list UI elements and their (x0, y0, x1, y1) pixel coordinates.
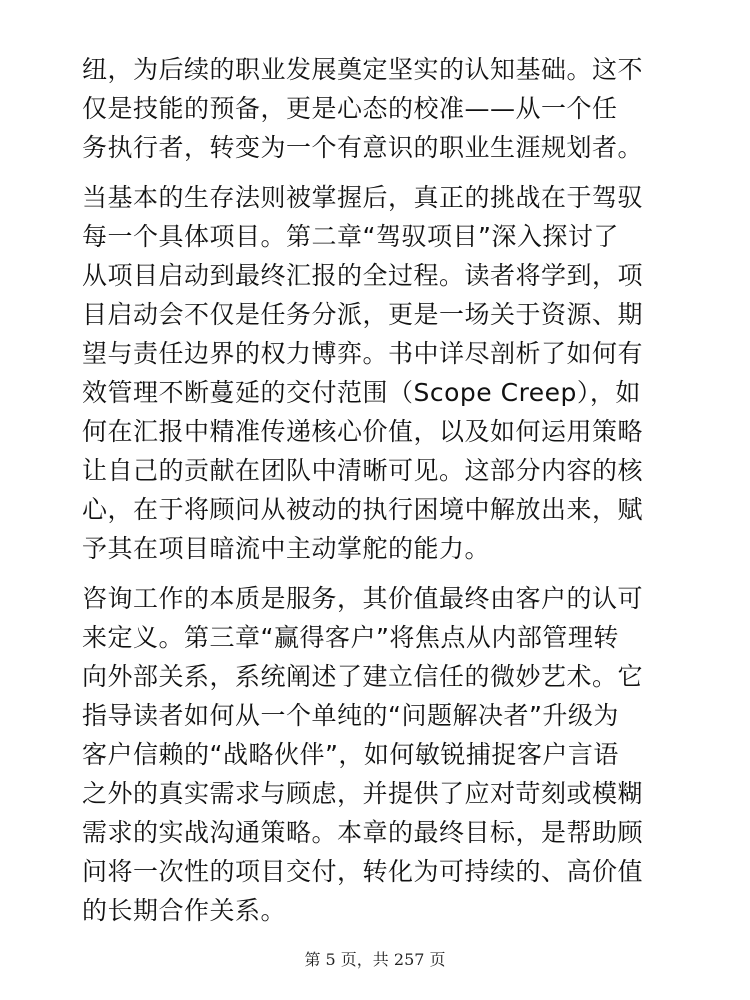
text-line: 每一个具体项目。第二章“驾驭项目”深入探讨了 (82, 222, 619, 251)
text-line: 望与责任边界的权力博弈。书中详尽剖析了如何有 (82, 339, 644, 368)
text-line: 咨询工作的本质是服务，其价值最终由客户的认可 (82, 584, 644, 613)
text-line: 纽，为后续的职业发展奠定坚实的认知基础。这不 (82, 55, 644, 84)
text-line: 仅是技能的预备，更是心态的校准——从一个任 (82, 94, 618, 123)
text-line: 之外的真实需求与顾虑，并提供了应对苛刻或模糊 (82, 779, 644, 808)
paragraph-1 (82, 50, 672, 167)
text-line: 目启动会不仅是任务分派，更是一场关于资源、期 (82, 300, 644, 329)
body-text (82, 50, 672, 930)
page-number-footer: 第 5 页，共 257 页 (304, 950, 446, 969)
text-line: 指导读者如何从一个单纯的“问题解决者”升级为 (82, 701, 619, 730)
text-line: 当基本的生存法则被掌握后，真正的挑战在于驾驭 (82, 183, 644, 212)
text-line: 让自己的贡献在团队中清晰可见。这部分内容的核 (82, 456, 644, 485)
text-line: 务执行者，转变为一个有意识的职业生涯规划者。 (82, 133, 644, 162)
text-line: 的长期合作关系。 (82, 896, 287, 925)
text-line: 来定义。第三章“赢得客户”将焦点从内部管理转 (82, 623, 619, 652)
text-line: 问将一次性的项目交付，转化为可持续的、高价值 (82, 857, 644, 886)
text-line: 予其在项目暗流中主动掌舵的能力。 (82, 534, 491, 563)
text-line: 何在汇报中精准传递核心价值，以及如何运用策略 (82, 417, 644, 446)
text-line: 效管理不断蔓延的交付范围（Scope Creep），如 (82, 378, 641, 407)
paragraph-2 (82, 178, 672, 568)
text-line: 需求的实战沟通策略。本章的最终目标，是帮助顾 (82, 818, 644, 847)
text-line: 客户信赖的“战略伙伴”，如何敏锐捕捉客户言语 (82, 740, 619, 769)
text-line: 向外部关系，系统阐述了建立信任的微妙艺术。它 (82, 662, 644, 691)
text-line: 从项目启动到最终汇报的全过程。读者将学到，项 (82, 261, 644, 290)
text-line: 心，在于将顾问从被动的执行困境中解放出来，赋 (82, 495, 644, 524)
paragraph-3 (82, 579, 672, 930)
